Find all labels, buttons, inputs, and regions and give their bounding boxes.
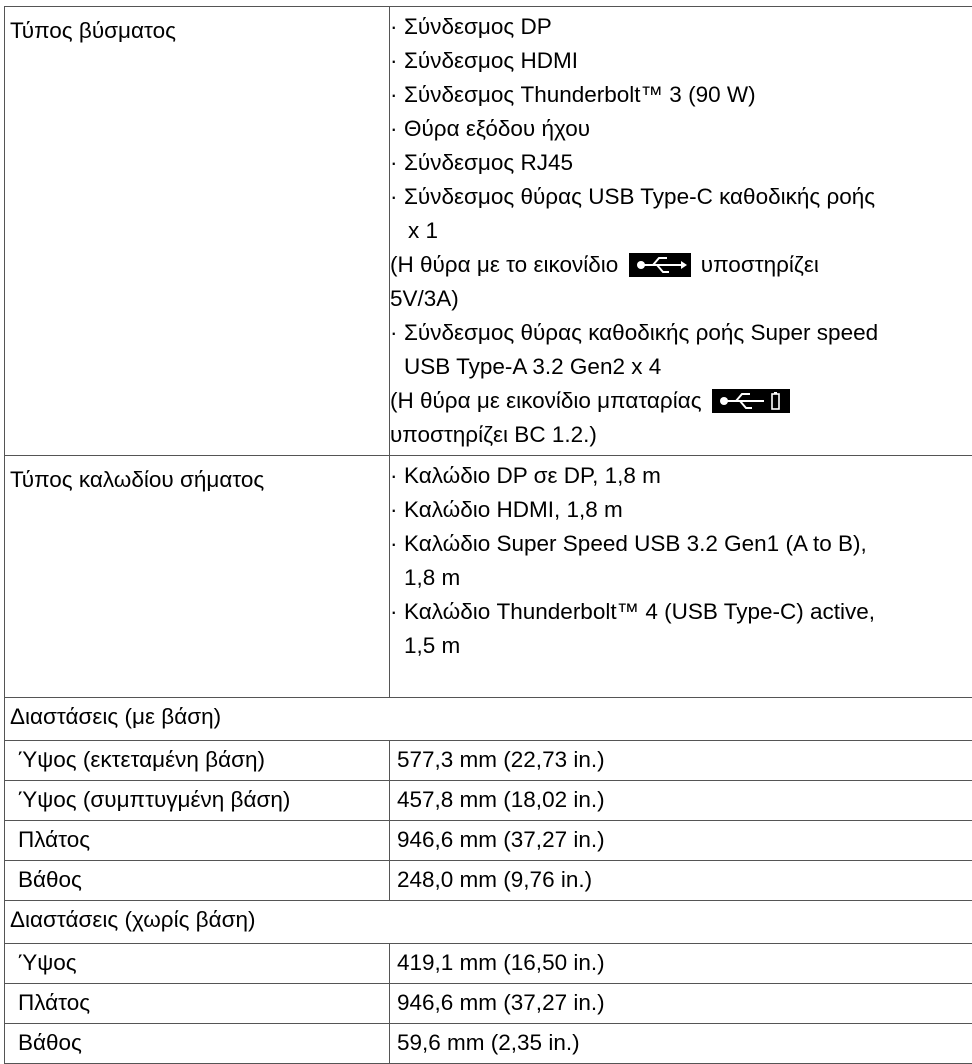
usba-note: (Η θύρα με εικονίδιο μπαταρίας: [390, 384, 972, 418]
section-title-cell: [5, 698, 972, 741]
dim-value: 577,3 mm (22,73 in.): [390, 741, 972, 777]
section-title-cell: [5, 901, 972, 944]
section-title: Διαστάσεις (χωρίς βάση): [5, 901, 972, 937]
cable-type-label-cell: [5, 456, 390, 698]
connector-type-label-cell: [5, 7, 390, 456]
table-row: [5, 861, 972, 901]
dim-label: Βάθος: [5, 861, 389, 897]
dim-label: Ύψος (εκτεταμένη βάση): [5, 741, 389, 777]
cable-item: · Καλώδιο HDMI, 1,8 m: [390, 493, 972, 527]
connector-item: · Σύνδεσμος HDMI: [390, 44, 972, 78]
table-row: [5, 821, 972, 861]
table-row: [5, 984, 972, 1024]
usb-battery-icon: [712, 389, 790, 413]
cable-item-usb: · Καλώδιο Super Speed USB 3.2 Gen1 (A to B), 1,8 m: [390, 527, 972, 595]
table-row: [5, 944, 972, 984]
connector-item: · Σύνδεσμος Thunderbolt™ 3 (90 W): [390, 78, 972, 112]
connector-item-usbc: · Σύνδεσμος θύρας USB Type-C καθοδικής ροής x 1: [390, 180, 972, 248]
dim-value: 248,0 mm (9,76 in.): [390, 861, 972, 897]
table-row: [5, 741, 972, 781]
usbc-note-line2: 5V/3A): [390, 282, 972, 316]
cable-item-thunderbolt: · Καλώδιο Thunderbolt™ 4 (USB Type-C) active, 1,5 m: [390, 595, 972, 663]
dim-value: 419,1 mm (16,50 in.): [390, 944, 972, 980]
section-dims-without-stand: [5, 901, 972, 944]
dim-value: 59,6 mm (2,35 in.): [390, 1024, 972, 1060]
connector-item-usba: · Σύνδεσμος θύρας καθοδικής ροής Super speed USB Type-A 3.2 Gen2 x 4: [390, 316, 972, 384]
dim-value: 946,6 mm (37,27 in.): [390, 984, 972, 1020]
table-row: [5, 781, 972, 821]
table-row: [5, 1024, 972, 1064]
connector-type-value-cell: [390, 7, 972, 456]
connector-item: · Σύνδεσμος RJ45: [390, 146, 972, 180]
dim-value: 457,8 mm (18,02 in.): [390, 781, 972, 817]
row-connector-type: [5, 7, 972, 456]
dim-label: Ύψος: [5, 944, 389, 980]
dim-label: Ύψος (συμπτυγμένη βάση): [5, 781, 389, 817]
dim-label: Πλάτος: [5, 821, 389, 857]
cable-type-value-cell: [390, 456, 972, 698]
section-dims-with-stand: [5, 698, 972, 741]
usba-note-line2: υποστηρίζει BC 1.2.): [390, 418, 972, 452]
row-cable-type: [5, 456, 972, 698]
cable-item: · Καλώδιο DP σε DP, 1,8 m: [390, 459, 972, 493]
connector-item: · Σύνδεσμος DP: [390, 10, 972, 44]
usb-icon: [629, 253, 691, 277]
dim-label: Βάθος: [5, 1024, 389, 1060]
usbc-note: (Η θύρα με το εικονίδιο υποστηρίζει: [390, 248, 972, 282]
cable-type-label: Τύπος καλωδίου σήματος: [5, 456, 389, 497]
connector-type-label: Τύπος βύσματος: [5, 7, 389, 48]
dim-label: Πλάτος: [5, 984, 389, 1020]
connector-item: · Θύρα εξόδου ήχου: [390, 112, 972, 146]
spec-table: [4, 6, 972, 1064]
dim-value: 946,6 mm (37,27 in.): [390, 821, 972, 857]
section-title: Διαστάσεις (με βάση): [5, 698, 972, 734]
